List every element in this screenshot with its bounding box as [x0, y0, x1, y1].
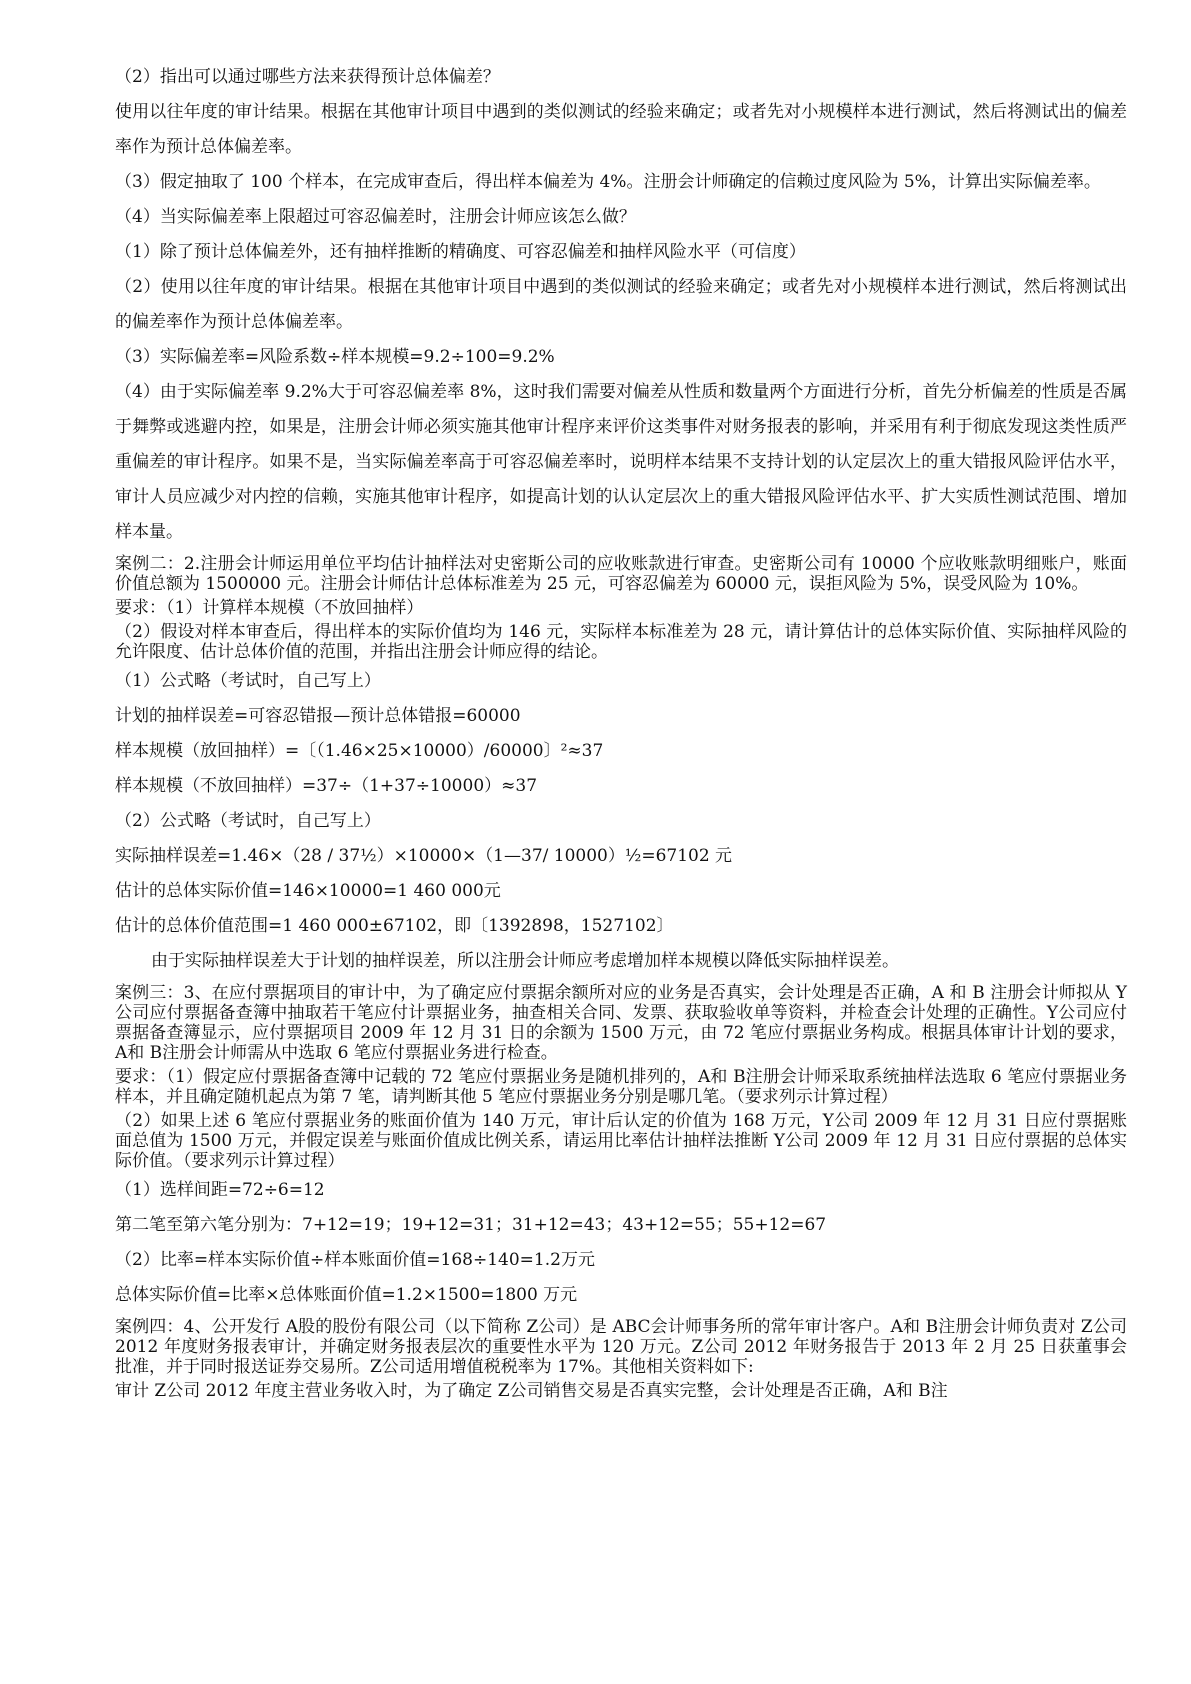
paragraph: （2）假设对样本审查后，得出样本的实际价值均为 146 元，实际样本标准差为 28 元，请计算估计的总体实际价值、实际抽样风险的允许限度、估计总体价值的范围，并指出注册会计师应得的结论。 [115, 622, 1127, 662]
paragraph: 由于实际抽样误差大于计划的抽样误差，所以注册会计师应考虑增加样本规模以降低实际抽样误差。 [151, 951, 899, 971]
paragraph: （2）比率=样本实际价值÷样本账面价值=168÷140=1.2万元 [115, 1250, 595, 1270]
paragraph: 样本规模（不放回抽样）=37÷（1+37÷10000）≈37 [115, 776, 538, 796]
paragraph: （3）假定抽取了 100 个样本，在完成审查后，得出样本偏差为 4%。注册会计师确定的信赖过度风险为 5%，计算出实际偏差率。 [115, 172, 1101, 192]
document-page [115, 60, 1127, 1403]
paragraph: （2）公式略（考试时，自己写上） [115, 811, 381, 831]
paragraph: 审计 Z公司 2012 年度主营业务收入时，为了确定 Z公司销售交易是否真实完整，会计处理是否正确，A和 B注 [115, 1381, 948, 1401]
paragraph: 估计的总体价值范围=1 460 000±67102，即〔1392898，1527102〕 [115, 916, 674, 936]
paragraph: 案例二：2.注册会计师运用单位平均估计抽样法对史密斯公司的应收账款进行审查。史密斯公司有 10000 个应收账款明细账户，账面价值总额为 1500000 元。注册会计师估计总体标准差为 25 元，可容忍偏差为 60000 元，误拒风险为 5%，误受风险为 10%。 [115, 554, 1127, 594]
paragraph: 案例四：4、公开发行 A股的股份有限公司（以下简称 Z公司）是 ABC会计师事务所的常年审计客户。A和 B注册会计师负责对 Z公司 2012 年度财务报表审计，并确定财务报表层次的重要性水平为 120 万元。Z公司 2012 年财务报告于 2013 年 2 月 25 日获董事会批准，并于同时报送证券交易所。Z公司适用增值税税率为 17%。其他相关资料如下: [115, 1317, 1127, 1377]
paragraph: （2）指出可以通过哪些方法来获得预计总体偏差？ [115, 67, 500, 87]
paragraph: 第二笔至第六笔分别为：7+12=19；19+12=31；31+12=43；43+12=55；55+12=67 [115, 1215, 827, 1235]
paragraph: 样本规模（放回抽样）=〔（1.46×25×10000）/60000〕²≈37 [115, 741, 604, 761]
paragraph: （2）使用以往年度的审计结果。根据在其他审计项目中遇到的类似测试的经验来确定；或者先对小规模样本进行测试，然后将测试出的偏差率作为预计总体偏差率。 [115, 277, 1127, 332]
paragraph: 要求：（1）假定应付票据备查簿中记载的 72 笔应付票据业务是随机排列的，A和 B注册会计师采取系统抽样法选取 6 笔应付票据业务样本，并且确定随机起点为第 7 笔，请判断其他 5 笔应付票据业务分别是哪几笔。（要求列示计算过程） [115, 1067, 1127, 1107]
paragraph: 实际抽样误差=1.46×（28 / 37½）×10000×（1—37/ 10000）½=67102 元 [115, 846, 733, 866]
paragraph: 使用以往年度的审计结果。根据在其他审计项目中遇到的类似测试的经验来确定；或者先对小规模样本进行测试，然后将测试出的偏差率作为预计总体偏差率。 [115, 102, 1127, 157]
paragraph: 计划的抽样误差=可容忍错报—预计总体错报=60000 [115, 706, 521, 726]
paragraph: （4）由于实际偏差率 9.2%大于可容忍偏差率 8%，这时我们需要对偏差从性质和数量两个方面进行分析，首先分析偏差的性质是否属于舞弊或逃避内控，如果是，注册会计师必须实施其他审计程序来评价这类事件对财务报表的影响，并采用有利于彻底发现这类性质严重偏差的审计程序。如果不是，当实际偏差率高于可容忍偏差率时，说明样本结果不支持计划的认定层次上的重大错报风险评估水平，审计人员应减少对内控的信赖，实施其他审计程序，如提高计划的认认定层次上的重大错报风险评估水平、扩大实质性测试范围、增加样本量。 [115, 382, 1127, 542]
paragraph: 要求：（1）计算样本规模（不放回抽样） [115, 598, 424, 618]
paragraph: 估计的总体实际价值=146×10000=1 460 000元 [115, 881, 501, 901]
paragraph: 总体实际价值=比率×总体账面价值=1.2×1500=1800 万元 [115, 1285, 578, 1305]
paragraph: 案例三：3、在应付票据项目的审计中，为了确定应付票据余额所对应的业务是否真实，会计处理是否正确，A 和 B 注册会计师拟从 Y公司应付票据备查簿中抽取若干笔应付计票据业务，抽查相关合同、发票、获取验收单等资料，并检查会计处理的正确性。Y公司应付票据备查簿显示，应付票据项目 2009 年 12 月 31 日的余额为 1500 万元，由 72 笔应付票据业务构成。根据具体审计计划的要求，A和 B注册会计师需从中选取 6 笔应付票据业务进行检查。 [115, 983, 1127, 1063]
paragraph: （3）实际偏差率=风险系数÷样本规模=9.2÷100=9.2% [115, 347, 555, 367]
paragraph: （4）当实际偏差率上限超过可容忍偏差时，注册会计师应该怎么做？ [115, 207, 636, 227]
paragraph: （1）除了预计总体偏差外，还有抽样推断的精确度、可容忍偏差和抽样风险水平（可信度） [115, 242, 806, 262]
paragraph: （2）如果上述 6 笔应付票据业务的账面价值为 140 万元，审计后认定的价值为 168 万元，Y公司 2009 年 12 月 31 日应付票据账面总值为 1500 万元，并假定误差与账面价值成比例关系，请运用比率估计抽样法推断 Y公司 2009 年 12 月 31 日应付票据的总体实际价值。（要求列示计算过程） [115, 1111, 1127, 1171]
paragraph: （1）选样间距=72÷6=12 [115, 1180, 325, 1200]
paragraph: （1）公式略（考试时，自己写上） [115, 671, 381, 691]
